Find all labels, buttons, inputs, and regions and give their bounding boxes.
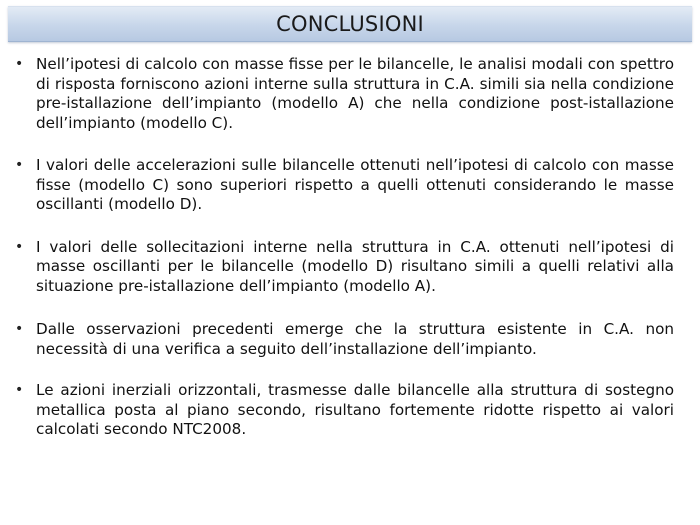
bullet-dot-icon: • — [15, 382, 24, 398]
bullet-text: I valori delle sollecitazioni interne nella struttura in C.A. ottenuti nell’ipotesi di masse oscillanti per le bilancelle (modello D) risultano simili a quelli relativi alla situazione pre-istallazione dell’impianto (modello A). — [36, 237, 674, 295]
bullet-item — [14, 156, 674, 215]
bullet-item — [14, 238, 674, 297]
bullet-text: I valori delle accelerazioni sulle bilancelle ottenuti nell’ipotesi di calcolo con masse fisse (modello C) sono superiori rispetto a quelli ottenuti considerando le masse oscillanti (modello D). — [36, 156, 674, 213]
bullet-text: Dalle osservazioni precedenti emerge che la struttura esistente in C.A. non necessità di una verifica a seguito dell’installazione dell’impianto. — [36, 320, 674, 358]
slide-title: CONCLUSIONI — [276, 12, 424, 36]
bullet-text: Nell’ipotesi di calcolo con masse fisse per le bilancelle, le analisi modali con spettro di risposta forniscono azioni interne sulla struttura in C.A. simili sia nella condizione pre-istallazione dell’impianto (modello A) che nella condizione post-istallazione dell’impianto (modello C). — [36, 55, 674, 132]
bullet-item — [14, 381, 674, 440]
bullet-dot-icon: • — [15, 321, 24, 337]
bullet-item — [14, 320, 674, 359]
bullet-list — [14, 55, 674, 463]
bullet-dot-icon: • — [15, 157, 24, 173]
bullet-text: Le azioni inerziali orizzontali, trasmesse dalle bilancelle alla struttura di sostegno metallica posta al piano secondo, risultano fortemente ridotte rispetto ai valori calcolati secondo NTC2008. — [36, 381, 674, 438]
bullet-dot-icon: • — [15, 238, 24, 255]
bullet-dot-icon: • — [15, 56, 24, 72]
title-bar — [8, 6, 692, 42]
bullet-item — [14, 55, 674, 133]
